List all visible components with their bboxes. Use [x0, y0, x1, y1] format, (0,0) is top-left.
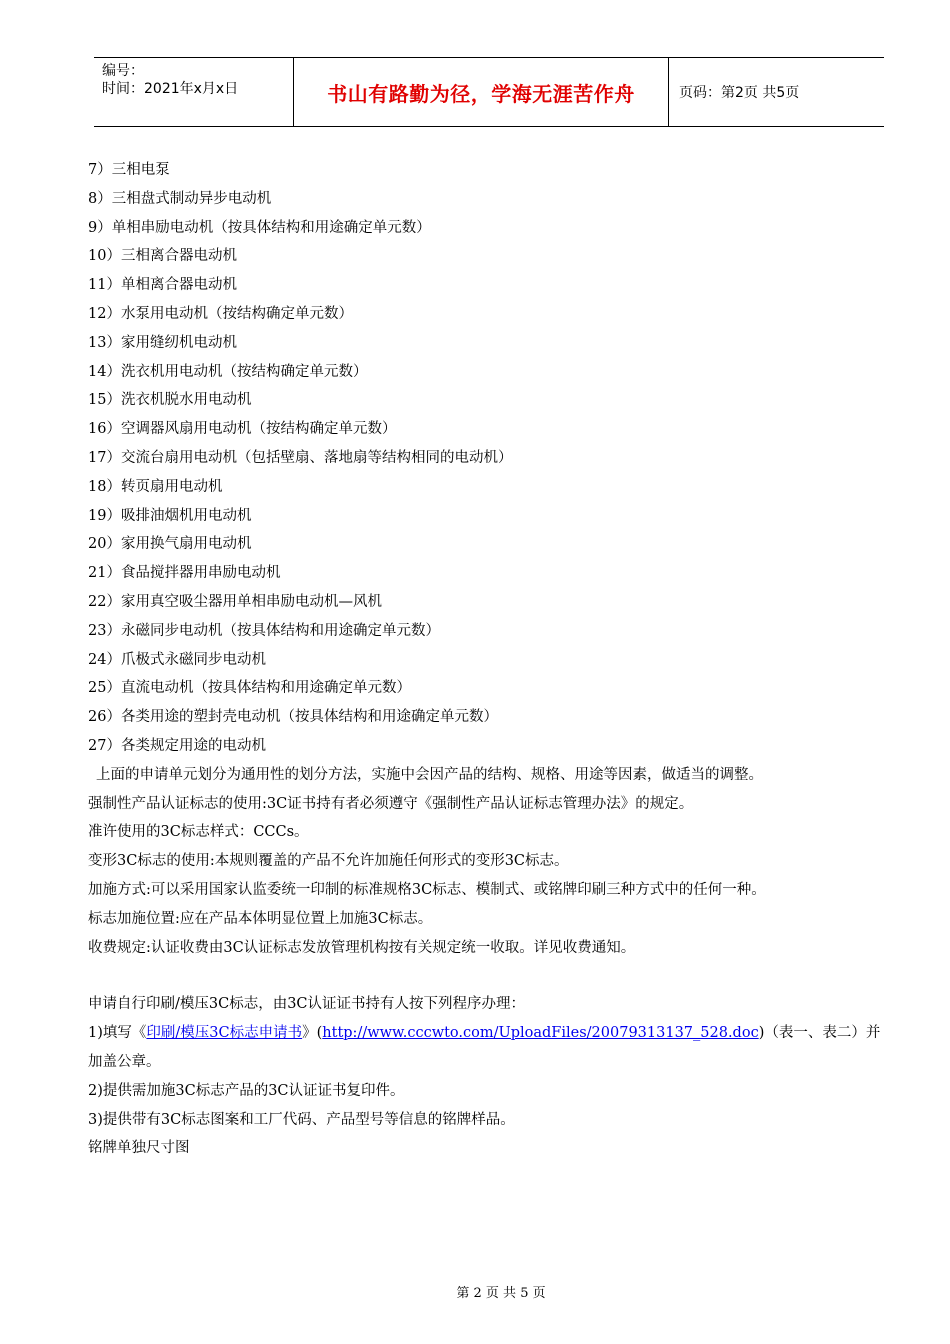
- header-motto: 书山有路勤为径，学海无涯苦作舟: [294, 58, 669, 126]
- step-1-paragraph: [88, 1019, 888, 1077]
- nameplate-caption: 铭牌单独尺寸图: [88, 1140, 190, 1157]
- list-item: 14）洗衣机用电动机（按结构确定单元数）: [88, 363, 368, 380]
- document-time: 时间：2021年x月x日: [102, 81, 239, 97]
- list-item: 26）各类用途的塑封壳电动机（按具体结构和用途确定单元数）: [88, 709, 498, 726]
- list-item: 16）空调器风扇用电动机（按结构确定单元数）: [88, 421, 397, 438]
- division-note: 上面的申请单元划分为通用性的划分方法，实施中会因产品的结构、规格、用途等因素，做适当的调整。: [96, 766, 763, 783]
- fee-paragraph: 收费规定:认证收费由3C认证标志发放管理机构按有关规定统一收取。详见收费通知。: [88, 939, 636, 956]
- list-item: 9）单相串励电动机（按具体结构和用途确定单元数）: [88, 219, 431, 236]
- page-header: [94, 57, 884, 127]
- mark-use-paragraph: 强制性产品认证标志的使用:3C证书持有者必须遵守《强制性产品认证标志管理办法》的规定。: [88, 795, 694, 812]
- list-item: 25）直流电动机（按具体结构和用途确定单元数）: [88, 680, 411, 697]
- application-form-link[interactable]: 印刷/模压3C标志申请书: [146, 1025, 303, 1042]
- list-item: 24）爪极式永磁同步电动机: [88, 651, 266, 668]
- list-item: 8）三相盘式制动异步电动机: [88, 190, 272, 207]
- list-item: 11）单相离合器电动机: [88, 277, 237, 294]
- list-item: 18）转页扇用电动机: [88, 478, 223, 495]
- list-item: 7）三相电泵: [88, 162, 170, 178]
- header-page-number: 页码：第2页 共5页: [679, 85, 800, 101]
- unit-list: [88, 156, 888, 761]
- step-2-paragraph: 2)提供需加施3C标志产品的3C认证证书复印件。: [88, 1082, 405, 1099]
- list-item: 19）吸排油烟机用电动机: [88, 507, 252, 524]
- page-footer: 第 2 页 共 5 页: [456, 1286, 546, 1301]
- document-body: [88, 156, 888, 1163]
- list-item: 27）各类规定用途的电动机: [88, 737, 266, 754]
- list-item: 21）食品搅拌器用串励电动机: [88, 565, 281, 582]
- step-1-prefix: 1)填写《: [88, 1025, 147, 1042]
- mark-style-paragraph: 准许使用的3C标志样式：CCCs。: [88, 824, 309, 841]
- apply-position-paragraph: 标志加施位置:应在产品本体明显位置上加施3C标志。: [88, 910, 433, 927]
- list-item: 13）家用缝纫机电动机: [88, 334, 237, 351]
- list-item: 23）永磁同步电动机（按具体结构和用途确定单元数）: [88, 622, 440, 639]
- list-item: 17）交流台扇用电动机（包括壁扇、落地扇等结构相同的电动机）: [88, 449, 513, 466]
- list-item: 12）水泵用电动机（按结构确定单元数）: [88, 305, 353, 322]
- list-item: 20）家用换气扇用电动机: [88, 536, 252, 553]
- deformed-mark-paragraph: 变形3C标志的使用:本规则覆盖的产品不允许加施任何形式的变形3C标志。: [88, 853, 569, 870]
- apply-method-paragraph: 加施方式:可以采用国家认监委统一印制的标准规格3C标志、模制式、或铭牌印刷三种方式中的任何一种。: [88, 881, 766, 898]
- header-meta: [94, 58, 294, 126]
- application-form-url-link[interactable]: http://www.cccwto.com/UploadFiles/20079313137_528.doc: [322, 1025, 759, 1042]
- step-1-suffix: )（表一、表二）并加盖公章。: [88, 1025, 881, 1070]
- list-item: 15）洗衣机脱水用电动机: [88, 392, 252, 409]
- spacer: [88, 962, 888, 990]
- step-3-paragraph: 3)提供带有3C标志图案和工厂代码、产品型号等信息的铭牌样品。: [88, 1111, 515, 1128]
- document-number-label: 编号：: [102, 63, 144, 79]
- list-item: 22）家用真空吸尘器用单相串励电动机—风机: [88, 593, 382, 610]
- list-item: 10）三相离合器电动机: [88, 248, 237, 265]
- step-1-middle: 》(: [302, 1025, 323, 1042]
- self-print-intro: 申请自行印刷/模压3C标志，由3C认证证书持有人按下列程序办理：: [88, 996, 526, 1013]
